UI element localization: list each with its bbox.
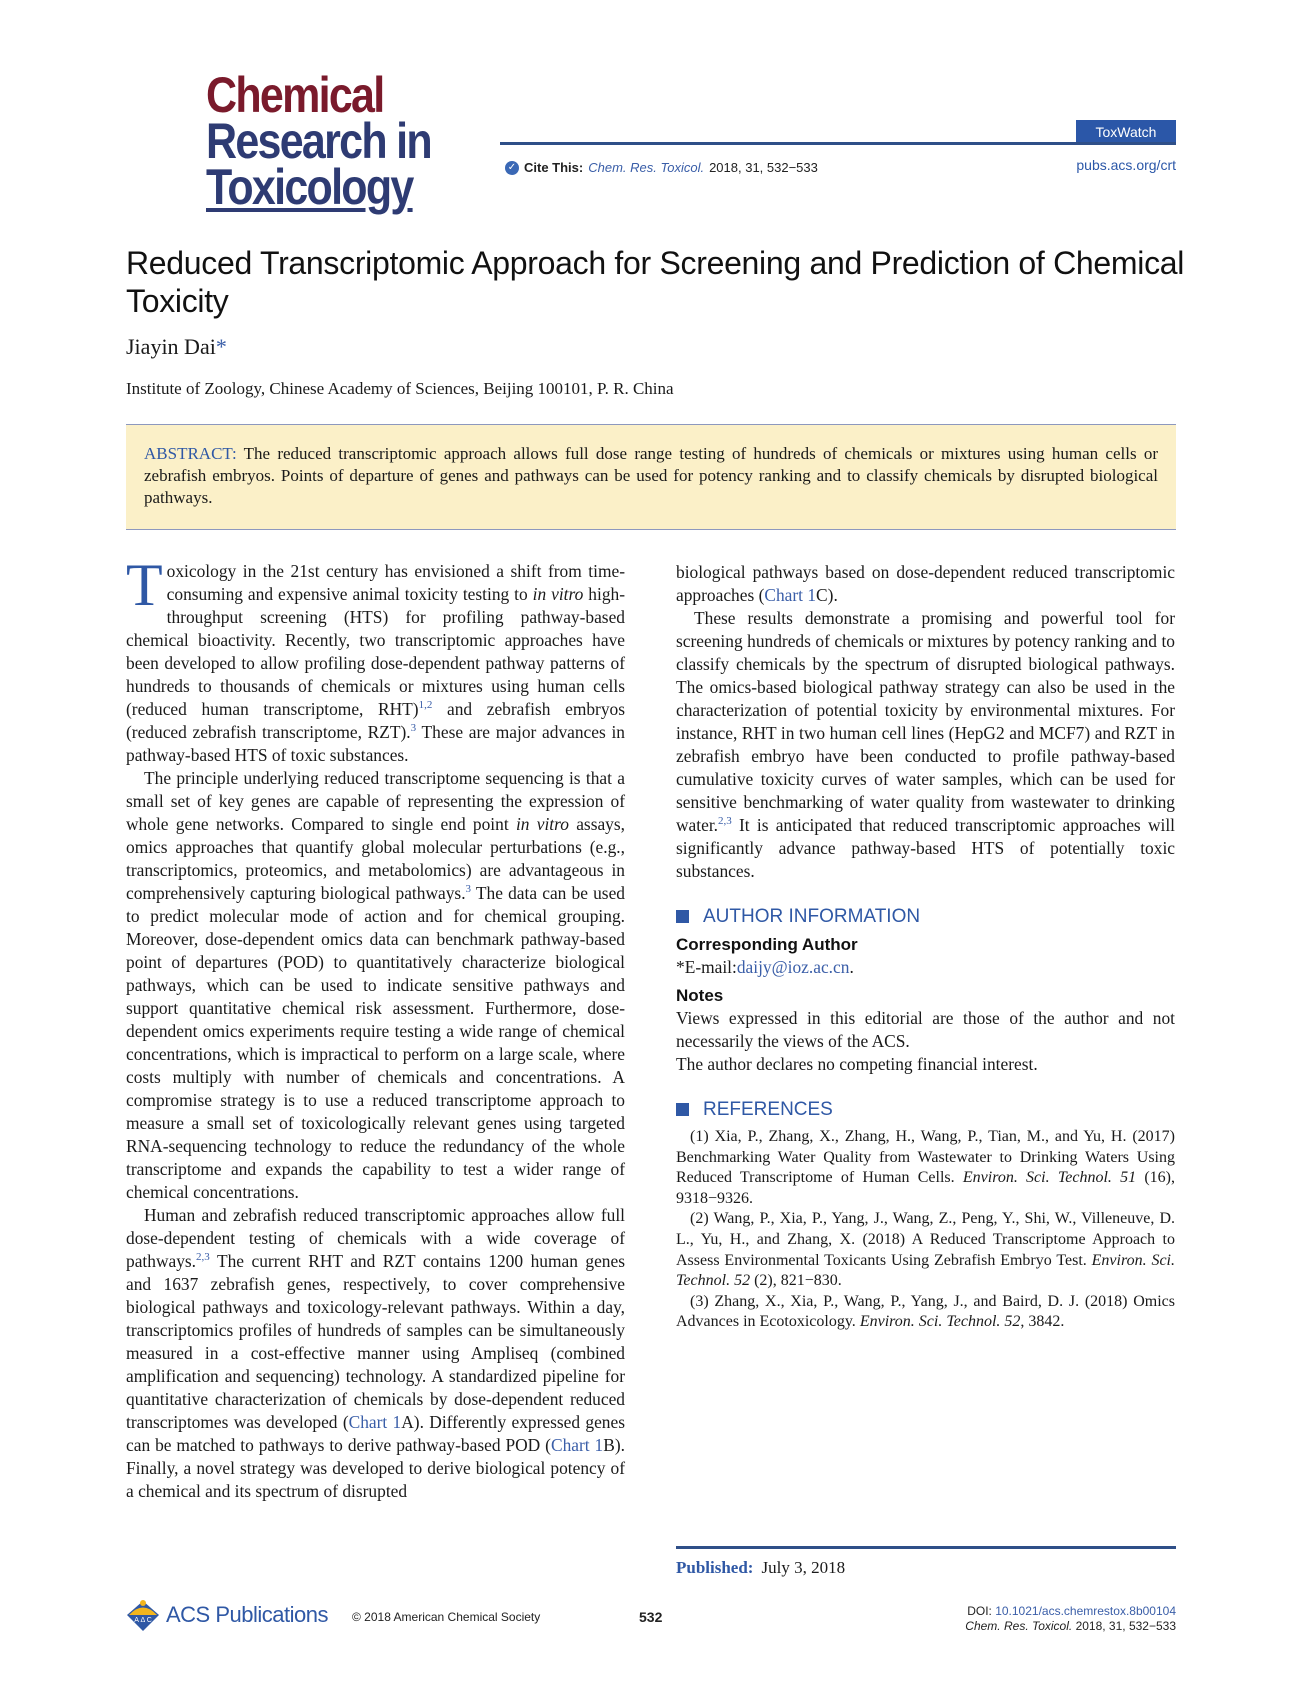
- copyright: © 2018 American Chemical Society: [352, 1610, 541, 1624]
- email-link[interactable]: daijy@ioz.ac.cn: [736, 957, 850, 977]
- cite-details: 2018, 31, 532−533: [709, 160, 818, 175]
- logo-line-2: Research in: [206, 113, 431, 169]
- page-number: 532: [639, 1609, 663, 1625]
- citation-ref[interactable]: 2,3: [196, 1251, 210, 1264]
- author-name: Jiayin Dai*: [126, 334, 227, 359]
- drop-cap: T: [126, 552, 163, 618]
- cite-journal: Chem. Res. Toxicol.: [588, 160, 705, 175]
- section-square-icon: [676, 1103, 689, 1116]
- abstract-label: ABSTRACT:: [144, 444, 237, 463]
- header-divider: [500, 142, 1176, 145]
- paragraph-2: The principle underlying reduced transcriptome sequencing is that a small set of key genes are capable of representing the expression of whole gene networks. Compared to single end point in vitro assays, omics approaches that quantify global molecular perturbations (e.g., transcriptomics, proteomics, and metabolomics) are advantageous in comprehensively capturing biological pathways.$^3$ The data can be used to predict molecular mode of action and for chemical grouping. Moreover, dose-dependent omics data can benchmark pathway-based point of departures (POD) to quantitatively characterize biological pathways, which can be used to indicate sensitive pathways and support quantitative chemical risk assessment. Furthermore, dose-dependent omics experiments require testing a wide range of chemical concentrations, which is impractical to perform on a large scale, where costs multiply with number of chemicals and concentrations. A compromise strategy is to use a reduced transcriptome approach to measure a small set of toxicologically relevant genes using targeted RNA-sequencing technology to reduce the redundancy of the whole transcriptome and expands the capability to test a wider range of chemical concentrations.: [126, 768, 625, 1202]
- reference-item: (3) Zhang, X., Xia, P., Wang, P., Yang, J., and Baird, D. J. (2018) Omics Advances in Ecotoxicology. Environ. Sci. Technol. 52, 3842.: [676, 1292, 1175, 1331]
- cite-label: Cite This:: [524, 160, 584, 175]
- checkmark-icon: ✓: [505, 161, 519, 175]
- published-date: Published: July 3, 2018: [676, 1558, 846, 1577]
- journal-logo: [206, 67, 431, 215]
- note-2: The author declares no competing financial interest.: [676, 1054, 1038, 1074]
- journal-url-link[interactable]: pubs.acs.org/crt: [1076, 157, 1176, 173]
- published-divider: [676, 1546, 1176, 1549]
- reference-list: [676, 1127, 1175, 1333]
- notes-label: Notes: [676, 986, 724, 1005]
- article-title: Reduced Transcriptomic Approach for Screening and Prediction of Chemical Toxicity: [126, 245, 1185, 319]
- logo-line-1: Chemical: [206, 67, 384, 123]
- publisher-name: ACS Publications: [166, 1602, 328, 1627]
- reference-item: (1) Xia, P., Zhang, X., Zhang, H., Wang, P., Tian, M., and Yu, H. (2017) Benchmarking Water Quality from Wastewater to Drinking Waters Using Reduced Transcriptome of Human Cells. Environ. Sci. Technol. 51 (16), 9318−9326.: [676, 1128, 1176, 1207]
- section-badge: ToxWatch: [1076, 120, 1176, 144]
- note-1: Views expressed in this editorial are those of the author and not necessarily the views of the ACS.: [676, 1008, 1175, 1051]
- right-column: [676, 561, 1175, 1333]
- email-line: *E-mail:daijy@ioz.ac.cn.: [676, 957, 854, 977]
- abstract-text: The reduced transcriptomic approach allows full dose range testing of hundreds of chemicals or mixtures using human cells or zebrafish embryos. Points of departure of genes and pathways can be used for potency ranking and to classify chemicals by disrupted biological pathways.: [144, 444, 1158, 507]
- logo-line-3: Toxicology: [206, 159, 413, 215]
- reference-item: (2) Wang, P., Xia, P., Yang, J., Wang, Z., Peng, Y., Shi, W., Villeneuve, D. L., Yu, H., and Zhang, X. (2018) A Reduced Transcriptome Approach to Assess Environmental Toxicants Using Zebrafish Embryo Test. Environ. Sci. Technol. 52 (2), 821−830.: [676, 1210, 1175, 1290]
- acs-publications-logo[interactable]: [126, 1598, 328, 1632]
- corresponding-author-label: Corresponding Author: [676, 935, 858, 954]
- paragraph-1: Toxicology in the 21st century has envisioned a shift from time-consuming and expensive animal toxicity testing to in vitro high-throughput screening (HTS) for profiling pathway-based chemical bioactivity. Recently, two transcriptomic approaches have been developed to allow profiling dose-dependent pathway patterns of hundreds to thousands of chemicals or mixtures using human cells (reduced human transcriptome, RHT)$^{1,2}$ and zebrafish embryos (reduced zebrafish transcriptome, RZT).$^3$ These are major advances in pathway-based HTS of toxic substances.: [126, 552, 626, 765]
- acs-logo-icon: [126, 1598, 160, 1632]
- doi-block: DOI: 10.1021/acs.chemrestox.8b00104 Chem. Res. Toxicol. 2018, 31, 532−533: [965, 1604, 1176, 1633]
- abstract: [144, 443, 1158, 509]
- author-information-heading: AUTHOR INFORMATION: [676, 905, 1175, 928]
- citation-ref[interactable]: 3: [410, 722, 417, 735]
- references-heading: REFERENCES: [676, 1098, 1175, 1121]
- citation-ref[interactable]: 3: [465, 883, 472, 896]
- paragraph-3: Human and zebrafish reduced transcriptomic approaches allow full dose-dependent testing of chemicals with a wide coverage of pathways.$^{2,3}$ The current RHT and RZT contains 1200 human genes and 1637 zebrafish genes, respectively, to cover comprehensive biological pathways and toxicology-relevant pathways. Within a day, transcriptomics profiles of hundreds of samples can be simultaneously measured in a cost-effective manner using Ampliseq (combined amplification and sequencing) technology. A standardized pipeline for quantitative characterization of chemicals by dose-dependent reduced transcriptomes was developed (Chart 1A). Differently expressed genes can be matched to pathways to derive pathway-based POD (Chart 1B). Finally, a novel strategy was developed to derive biological potency of a chemical and its spectrum of disrupted: [126, 1205, 625, 1501]
- corresponding-author-mark[interactable]: *: [215, 334, 227, 359]
- citation-ref[interactable]: 2,3: [718, 815, 732, 828]
- chart-link[interactable]: Chart 1: [550, 1435, 604, 1455]
- abstract-box: [126, 424, 1176, 530]
- citation-ref[interactable]: 1,2: [418, 699, 433, 712]
- page-footer: [126, 1598, 1176, 1648]
- chart-link[interactable]: Chart 1: [764, 585, 817, 605]
- paragraph-4: These results demonstrate a promising and powerful tool for screening hundreds of chemicals or mixtures by potency ranking and to classify chemicals by the spectrum of disrupted biological pathways. The omics-based biological pathway strategy can also be used in the characterization of potential toxicity by environmental mixtures. For instance, RHT in two human cell lines (HepG2 and MCF7) and RZT in zebrafish embryo have been conducted to profile pathway-based cumulative toxicity curves of water samples, which can be used for sensitive benchmarking of water quality from wastewater to drinking water.$^{2,3}$ It is anticipated that reduced transcriptomic approaches will significantly advance pathway-based HTS of potentially toxic substances.: [676, 608, 1175, 881]
- svg-text:A Δ C: A Δ C: [134, 1617, 152, 1624]
- section-square-icon: [676, 910, 689, 923]
- doi-link[interactable]: 10.1021/acs.chemrestox.8b00104: [995, 1604, 1176, 1618]
- chart-link[interactable]: Chart 1: [348, 1412, 402, 1432]
- paragraph-3-continued: biological pathways based on dose-dependent reduced transcriptomic approaches (Chart 1C).: [676, 562, 1175, 605]
- cite-this[interactable]: [505, 160, 818, 175]
- left-column: [126, 552, 626, 1503]
- affiliation: Institute of Zoology, Chinese Academy of Sciences, Beijing 100101, P. R. China: [126, 379, 674, 398]
